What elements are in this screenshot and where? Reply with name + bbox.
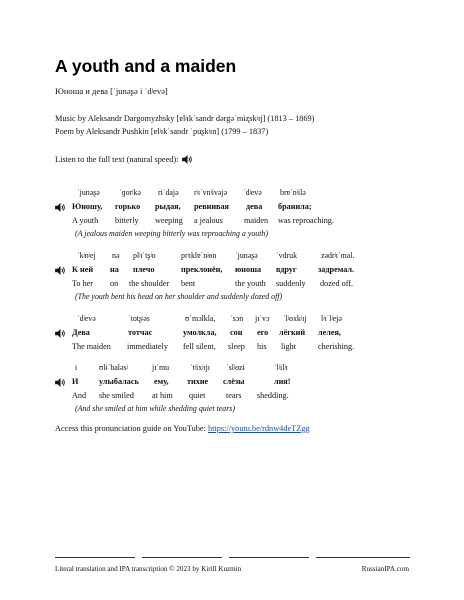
page-title: A youth and a maiden	[55, 56, 237, 76]
footer-copyright: Literal translation and IPA transcription © 2023 by Kirill Kuzmin	[55, 565, 242, 573]
russian-word: задремал.	[318, 265, 355, 274]
ipa-word: ˈkʲnʲej	[77, 251, 96, 260]
english-word: the youth	[235, 279, 266, 288]
music-credit: Music by Aleksandr Dargomyzhsky [ɐlʲɪkˈsandr dərgəˈmɨʐskʲɪj] (1813 – 1869)	[55, 114, 315, 123]
english-word: his	[257, 342, 267, 351]
russian-word: Юношу,	[72, 202, 103, 211]
ipa-word: ˈɡorʲkə	[119, 188, 141, 197]
footer-divider	[55, 557, 410, 558]
english-word: tears	[226, 391, 242, 400]
ipa-word: ˈjunəʂə	[235, 251, 258, 260]
ipa-word: ˈtʲixʲɪjɪ	[190, 363, 210, 372]
english-word: cherishing.	[318, 342, 355, 351]
listen-text: Listen to the full text (natural speed):	[55, 155, 179, 164]
ipa-word: ˈdʲevə	[77, 314, 96, 323]
russian-word: улыбалась	[99, 377, 139, 386]
english-word: maiden	[244, 216, 269, 225]
english-word: the shoulder	[129, 279, 170, 288]
english-word: A youth	[72, 216, 99, 225]
russian-word: преклонён,	[181, 265, 223, 274]
english-word: The maiden	[72, 342, 111, 351]
youtube-access-line	[55, 424, 310, 433]
english-word: she smiled	[99, 391, 134, 400]
english-word: bitterly	[115, 216, 139, 225]
ipa-word: ˈsɔn	[230, 314, 244, 323]
russian-word: ревнивая	[194, 202, 229, 211]
footer-site: RussianIPA.com	[361, 565, 409, 573]
ipa-word: ʊlɨˈbaləsʲ	[99, 363, 128, 372]
russian-word: И	[72, 377, 79, 386]
english-word: To her	[72, 279, 94, 288]
ipa-row	[55, 314, 415, 325]
russian-word: тотчас	[128, 328, 153, 337]
english-row	[55, 391, 415, 402]
ipa-word: lʲɪˈlʲejə	[321, 314, 342, 323]
ipa-word: ʊˈmɔlkla,	[185, 314, 216, 323]
english-word: dozed off.	[320, 279, 354, 288]
access-text: Access this pronunciation guide on YouTube:	[55, 424, 206, 433]
russian-word: лёгкий	[279, 328, 306, 337]
english-row	[55, 216, 415, 227]
russian-word: сон	[230, 328, 243, 337]
ipa-word: nə	[112, 251, 120, 260]
verse-translation: (And she smiled at him while shedding quiet tears)	[75, 404, 235, 413]
ipa-row	[55, 188, 415, 199]
english-row	[55, 342, 415, 353]
ipa-word: zədrʲɪˈmal.	[321, 251, 355, 260]
russian-word: лия!	[274, 377, 291, 386]
english-word: on	[110, 279, 119, 288]
ipa-word: brɐˈnʲilə	[280, 188, 306, 197]
ipa-word: ˈslʲɵzɨ	[226, 363, 245, 372]
russian-word: слёзы	[223, 377, 245, 386]
english-word: was reproaching.	[278, 216, 334, 225]
english-word: immediately	[127, 342, 168, 351]
english-word: And	[72, 391, 87, 400]
ipa-word: prʲɪklɐˈnʲɵn	[181, 251, 217, 260]
verse-translation: (A jealous maiden weeping bitterly was reproaching a youth)	[75, 229, 268, 238]
ipa-word: ˈjunəʂə	[77, 188, 100, 197]
russian-word: ему,	[154, 377, 169, 386]
speaker-icon[interactable]	[182, 155, 193, 164]
russian-row	[55, 265, 415, 276]
ipa-word: jɪˈvɔ	[255, 314, 270, 323]
russian-word: рыдая,	[155, 202, 181, 211]
russian-word: К ней	[72, 265, 94, 274]
english-row	[55, 279, 415, 290]
youtube-link[interactable]: https://youtu.be/rdnw4deTZgg	[207, 424, 310, 433]
russian-word: тихие	[187, 377, 209, 386]
english-word: weeping	[155, 216, 183, 225]
russian-row	[55, 328, 415, 339]
english-word: light	[281, 342, 297, 351]
russian-word: вдруг	[276, 265, 297, 274]
english-word: suddenly	[276, 279, 306, 288]
poem-credit: Poem by Aleksandr Pushkin [ɐlʲɪkˈsandr ˈpuʂkʲɪn] (1799 – 1837)	[55, 127, 269, 136]
ipa-word: ˈdʲevə	[243, 188, 262, 197]
ipa-word: plʲɪˈtʂʲo	[133, 251, 156, 260]
russian-row	[55, 202, 415, 213]
english-word: shedding.	[257, 391, 289, 400]
english-word: fell silent,	[183, 342, 216, 351]
ipa-word: jɪˈmu	[152, 363, 170, 372]
english-word: bent	[181, 279, 196, 288]
english-word: sleep	[228, 342, 245, 351]
russian-word: умолкла,	[183, 328, 217, 337]
russian-word: дева	[246, 202, 263, 211]
listen-line	[55, 155, 193, 164]
ipa-word: i	[75, 363, 78, 372]
russian-word: юноша	[235, 265, 262, 274]
subtitle: Юноша и дева [ˈjunəʂə i ˈdʲevə]	[55, 86, 168, 96]
ipa-word: ˈlʲilʲɪ	[274, 363, 288, 372]
english-word: at him	[152, 391, 173, 400]
russian-word: лелея,	[318, 328, 341, 337]
russian-word: на	[110, 265, 119, 274]
ipa-row	[55, 251, 415, 262]
russian-word: плечо	[133, 265, 155, 274]
english-word: quiet	[189, 391, 206, 400]
russian-word: Дева	[72, 328, 90, 337]
ipa-row	[55, 363, 415, 374]
russian-word: горько	[115, 202, 141, 211]
russian-word: его	[257, 328, 269, 337]
ipa-word: rɨˈdajə	[158, 188, 179, 197]
russian-row	[55, 377, 415, 388]
verse-translation: (The youth bent his head on her shoulder and suddenly dozed off)	[75, 292, 283, 301]
english-word: a jealous	[194, 216, 223, 225]
russian-word: бранила;	[278, 202, 312, 211]
ipa-word: ˈvdruk	[276, 251, 298, 260]
ipa-word: ˈtotʂʲəs	[128, 314, 150, 323]
ipa-word: rʲɪˈvnʲivəjə	[194, 188, 228, 197]
ipa-word: ˈlʲɵxkʲɪj	[283, 314, 307, 323]
